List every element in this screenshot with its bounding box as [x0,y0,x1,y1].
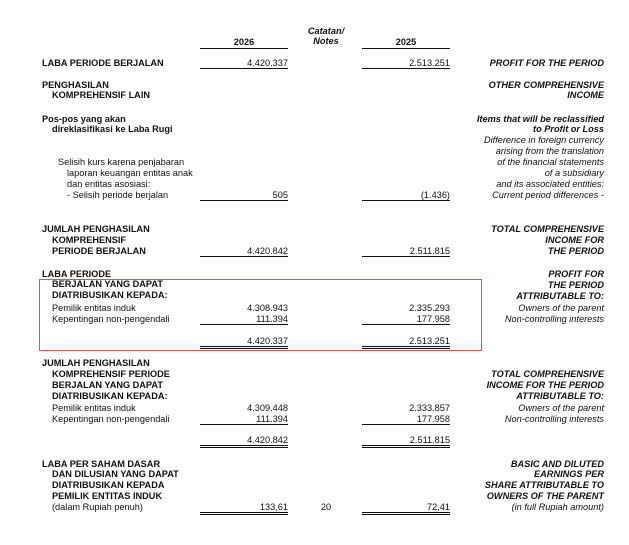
fx-label-id-4: - Selisih periode berjalan [67,190,169,200]
fx-value-2025: (1.436) [420,190,450,200]
oci-label-id-1: PENGHASILAN [42,80,109,90]
ci-attr-total-underline-2025-a [362,445,450,446]
column-header-2025: 2025 [395,37,417,47]
fx-underline-2025 [362,200,450,201]
ci-attr-total-underline-2025-b [362,447,450,448]
eps-label-en-5: (in full Rupiah amount) [511,502,604,512]
total-ci-value-2026: 4.420.842 [247,246,288,256]
header-underline-2025 [362,48,450,49]
eps-label-en-2: EARNINGS PER [534,469,604,479]
profit-attr-label-en-2: THE PERIOD [547,280,604,290]
eps-note-ref: 20 [320,502,332,512]
profit-attr-owners-2026: 4.308.943 [247,303,288,313]
profit-attr-nci-label-en: Non-controlling interests [504,314,604,324]
profit-attr-nci-2026: 111.394 [256,314,288,324]
total-ci-label-en-2: INCOME FOR [545,235,604,245]
reclass-label-en-8: Current period differences - [492,190,604,200]
eps-label-id-4: PEMILIK ENTITAS INDUK [52,491,163,501]
profit-attr-owners-2025: 2.335.293 [409,303,450,313]
eps-label-id-2: DAN DILUSIAN YANG DAPAT [52,469,179,479]
total-ci-underline-2025 [362,256,450,257]
total-ci-label-en-1: TOTAL COMPREHENSIVE [491,224,604,234]
eps-label-en-1: BASIC AND DILUTED [510,459,604,469]
reclass-label-en-7: and its associated entities: [496,179,604,189]
profit-value-2026: 4.420.337 [247,58,288,68]
profit-attr-owners-label-id: Pemilik entitas induk [52,303,136,313]
eps-underline-2026-a [200,512,288,513]
reclass-label-en-2: to Profit or Loss [533,124,604,134]
ci-attr-label-en-2: INCOME FOR THE PERIOD [486,380,604,390]
ci-attr-label-id-2: KOMPREHENSIF PERIODE [52,369,170,379]
ci-attr-total-underline-2026-a [200,445,288,446]
ci-attr-label-id-3: BERJALAN YANG DAPAT [52,380,163,390]
ci-attr-total-2025: 2.511.815 [409,435,450,445]
total-ci-value-2025: 2.511.815 [409,246,450,256]
eps-label-en-4: OWNERS OF THE PARENT [486,491,604,501]
eps-label-id-3: DIATRIBUSIKAN KEPADA [52,480,165,490]
profit-value-2025: 2.513.251 [409,58,450,68]
ci-attr-underline-2026 [200,424,288,425]
ci-attr-owners-label-id: Pemilik entitas induk [52,403,136,413]
highlight-box [39,279,482,351]
total-ci-underline-2026 [200,256,288,257]
ci-attr-label-id-1: JUMLAH PENGHASILAN [42,358,150,368]
profit-attr-nci-2025: 177.958 [416,314,450,324]
oci-label-en-1: OTHER COMPREHENSIVE [488,80,604,90]
profit-attr-total-2026: 4.420.337 [247,336,288,346]
eps-label-id-5: (dalam Rupiah penuh) [52,502,143,512]
ci-attr-owners-label-en: Owners of the parent [518,403,604,413]
ci-attr-owners-2026: 4.309.448 [247,403,288,413]
ci-attr-owners-2025: 2.333.857 [409,403,450,413]
ci-attr-nci-label-en: Non-controlling interests [504,414,604,424]
ci-attr-label-en-1: TOTAL COMPREHENSIVE [491,369,604,379]
reclass-label-en-1: Items that will be reclassified [476,114,604,124]
eps-underline-2026-b [200,514,288,515]
reclass-label-en-4: arising from the translation [495,146,604,156]
profit-attr-label-en-3: ATTRIBUTABLE TO: [516,291,604,301]
reclass-label-en-3: Difference in foreign currency [483,135,604,145]
profit-attr-nci-label-id: Kepentingan non-pengendali [52,314,170,324]
total-ci-label-en-3: THE PERIOD [547,246,604,256]
header-underline-2026 [200,48,288,49]
total-ci-label-id-3: PERIODE BERJALAN [52,246,146,256]
ci-attr-total-underline-2026-b [200,447,288,448]
reclass-label-id-1: Pos-pos yang akan [42,114,126,124]
reclass-label-en-5: of the financial statements [497,157,604,167]
eps-value-2025: 72,41 [427,502,450,512]
ci-attr-nci-2026: 111.394 [256,414,288,424]
eps-underline-2025-b [362,514,450,515]
ci-attr-nci-2025: 177.958 [416,414,450,424]
total-ci-label-id-1: JUMLAH PENGHASILAN [42,224,150,234]
ci-attr-total-2026: 4.420.842 [247,435,288,445]
notes-header-line1: Catatan/ [307,26,345,36]
profit-attr-label-en-1: PROFIT FOR [548,269,604,279]
notes-header-line2: Notes [313,36,339,46]
profit-underline-2026 [200,68,288,69]
profit-label-en: PROFIT FOR THE PERIOD [489,58,604,68]
profit-attr-owners-label-en: Owners of the parent [518,303,604,313]
profit-attr-label-id-1: LABA PERIODE [42,269,112,279]
total-ci-label-id-2: KOMPREHENSIF [52,235,127,245]
fx-label-id-2: laporan keuangan entitas anak [67,168,193,178]
profit-attr-total-2025: 2.513.251 [409,336,450,346]
eps-underline-2025-a [362,512,450,513]
eps-label-id-1: LABA PER SAHAM DASAR [42,459,161,469]
oci-label-en-2: INCOME [567,90,604,100]
fx-label-id-1: Selisih kurs karena penjabaran [58,157,185,167]
ci-attr-underline-2025 [362,424,450,425]
eps-label-en-3: SHARE ATTRIBUTABLE TO [484,480,604,490]
fx-label-id-3: dan entitas asosiasi: [67,179,151,189]
reclass-label-id-2: direklasifikasi ke Laba Rugi [52,124,173,134]
profit-attr-label-id-2: BERJALAN YANG DAPAT [52,279,163,289]
eps-value-2026: 133,61 [259,502,288,512]
profit-underline-2025 [362,68,450,69]
fx-value-2026: 505 [272,190,288,200]
ci-attr-label-en-3: ATTRIBUTABLE TO: [516,391,604,401]
profit-attr-label-id-3: DIATRIBUSIKAN KEPADA: [52,290,168,300]
fx-underline-2026 [200,200,288,201]
oci-label-id-2: KOMPREHENSIF LAIN [52,90,151,100]
column-header-2026: 2026 [233,37,255,47]
ci-attr-label-id-4: DIATRIBUSIKAN KEPADA: [52,391,168,401]
reclass-label-en-6: of a subsidiary [544,168,604,178]
ci-attr-nci-label-id: Kepentingan non-pengendali [52,414,170,424]
profit-label-id: LABA PERIODE BERJALAN [42,58,164,68]
